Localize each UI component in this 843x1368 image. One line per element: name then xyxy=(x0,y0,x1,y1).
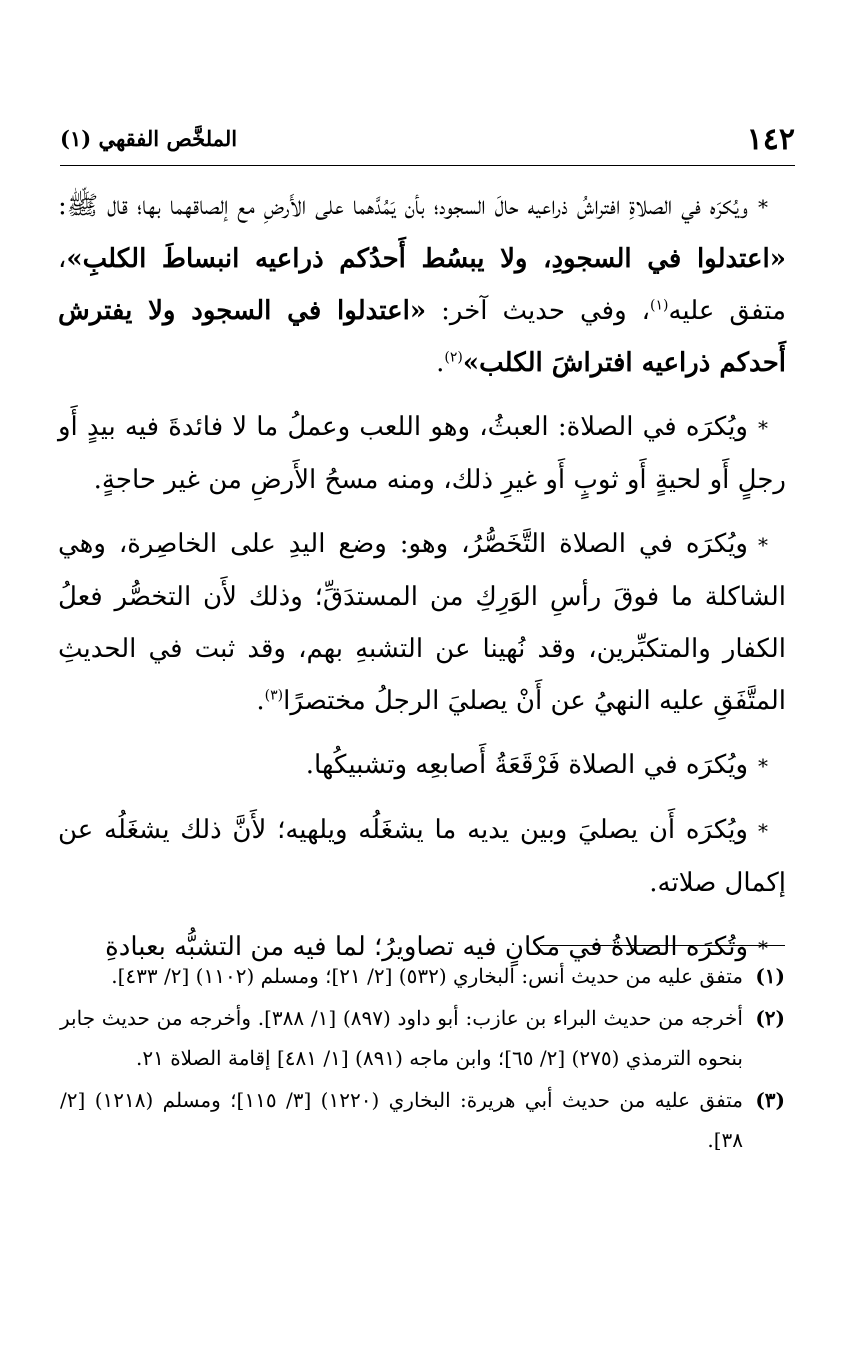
paragraph-prostration-arms xyxy=(58,180,786,389)
page-number: ١٤٢ xyxy=(746,122,795,157)
footnote-ref: (١) xyxy=(650,297,669,314)
footnote-number: (١) xyxy=(755,964,785,988)
footnote xyxy=(60,998,785,1078)
paragraph-text: ويُكرَه في الصلاة فَرْقَعَةُ أَصابعِه وتشبيكُها. xyxy=(305,750,748,780)
paragraph-hands-on-hips xyxy=(58,518,786,727)
paragraph-text: وتُكرَه الصلاةُ في مكانٍ فيه تصاويرُ؛ لما فيه من التشبُّه بعبادةِ xyxy=(105,932,748,962)
paragraph-text: . xyxy=(436,348,445,378)
footnote-ref: (٣) xyxy=(264,687,284,704)
star-bullet: * xyxy=(758,754,768,778)
footnote-separator xyxy=(540,945,785,946)
main-text xyxy=(58,180,786,986)
star-bullet: * xyxy=(758,819,768,843)
footnote xyxy=(60,956,785,996)
paragraph-text: ويُكرَه في الصلاةِ افتراشُ ذراعيه حالَ السجود؛ بأن يَمُدَّهما على الأَرضِ مع إلصاقهما بها؛ قال ﷺ: xyxy=(58,191,748,221)
page-header xyxy=(60,122,795,162)
footnote-text: أخرجه من حديث البراء بن عازب: أبو داود (٨٩٧) [١/ ٣٨٨]. وأخرجه من حديث جابر بنحوه الترمذي (٢٧٥) [٢/ ٦٥]؛ وابن ماجه (٨٩١) [١/ ٤٨١] إقامة الصلاة ٢١. xyxy=(60,1006,743,1070)
star-bullet: * xyxy=(758,936,768,960)
paragraph-cracking-fingers xyxy=(58,739,786,792)
footnote-text: متفق عليه من حديث أبي هريرة: البخاري (١٢٢٠) [٣/ ١١٥]؛ ومسلم (١٢١٨) [٢/ ٣٨]. xyxy=(60,1088,743,1152)
footnote-number: (٢) xyxy=(755,1006,785,1030)
hadith-quote: «اعتدلوا في السجود ولا يفترش أَحدكم ذراعيه افتراشَ الكلب» xyxy=(58,296,786,378)
footnote-ref: (٢) xyxy=(444,349,463,366)
star-bullet: * xyxy=(758,195,768,219)
paragraph-fidgeting xyxy=(58,401,786,506)
paragraph-distractions xyxy=(58,804,786,909)
star-bullet: * xyxy=(758,533,768,557)
footnote-text: متفق عليه من حديث أنس: البخاري (٥٣٢) [٢/ ٢١]؛ ومسلم (١١٠٢) [٢/ ٤٣٣]. xyxy=(111,964,743,988)
paragraph-text: ويُكرَه أَن يصليَ وبين يديه ما يشغَلُه ويلهيه؛ لأَنَّ ذلك يشغَلُه عن إكمال صلاته. xyxy=(58,815,786,898)
paragraph-text: ، وفي حديث آخر: xyxy=(426,296,651,326)
paragraph-text: ويُكرَه في الصلاة التَّخَصُّرُ، وهو: وضع اليدِ على الخاصِرة، وهي الشاكلة ما فوقَ رأسِ الوَرِكِ من المستدَقِّ؛ وذلك لأَن التخصُّر فعلُ الكفار والمتكبِّرين، وقد نُهينا عن التشبهِ بهم، وقد ثبت في الحديثِ المتَّفَقِ عليه النهيُ عن أَنْ يصليَ الرجلُ مختصرًا xyxy=(58,529,786,716)
header-rule xyxy=(60,165,795,166)
paragraph-text: ويُكرَه في الصلاة: العبثُ، وهو اللعب وعملُ ما لا فائدةَ فيه بيدٍ أَو رجلٍ أَو لحيةٍ أَو ثوبٍ أَو غيرِ ذلك، ومنه مسحُ الأَرضِ من غير حاجةٍ. xyxy=(58,412,786,495)
running-title: الملخَّص الفقهي (١) xyxy=(60,126,238,151)
hadith-quote: «اعتدلوا في السجودِ، ولا يبسُط أَحدُكم ذراعيه انبساطَ الكلبِ» xyxy=(66,244,786,274)
footnotes xyxy=(60,956,785,1162)
paragraph-text: . xyxy=(256,686,265,716)
paragraph-text: ، متفق عليه xyxy=(58,244,786,326)
footnote-number: (٣) xyxy=(755,1088,785,1112)
star-bullet: * xyxy=(758,416,768,440)
footnote xyxy=(60,1080,785,1160)
